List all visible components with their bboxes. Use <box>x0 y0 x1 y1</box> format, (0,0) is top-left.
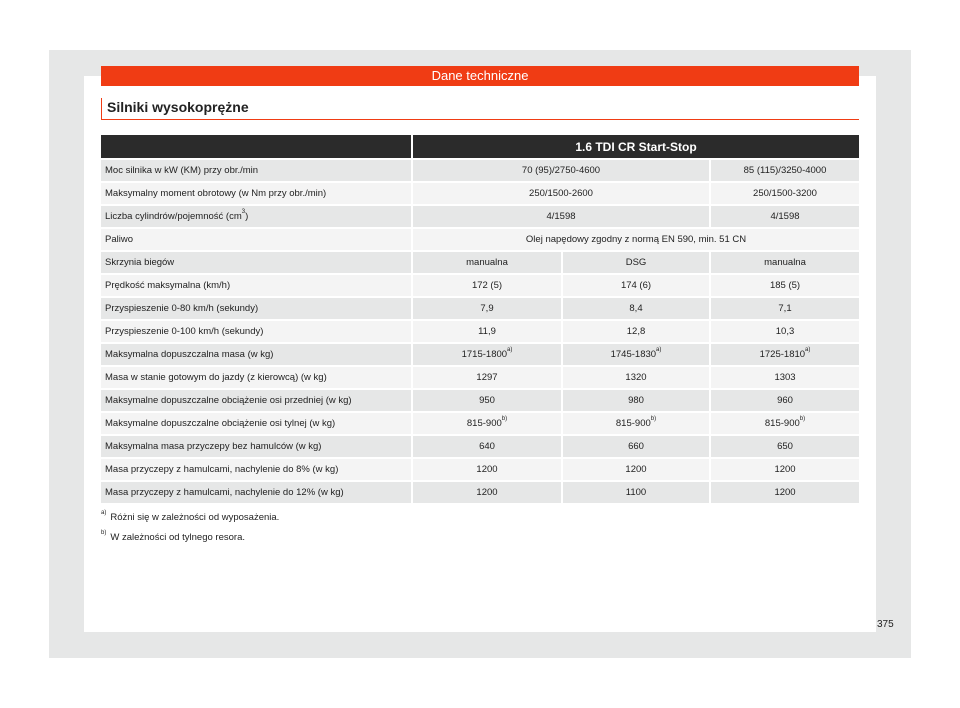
value-text: 8,4 <box>629 303 643 314</box>
row-label <box>101 482 411 503</box>
value-cell <box>561 275 709 296</box>
section-accent-line <box>101 98 102 119</box>
row-label <box>101 298 411 319</box>
value-text: DSG <box>625 257 647 268</box>
footnote-marker: a) <box>805 347 811 353</box>
value-cell <box>411 413 561 434</box>
footnote-marker: b) <box>799 416 806 422</box>
row-label-text: Przyspieszenie 0-80 km/h (sekundy) <box>105 303 259 314</box>
row-label-text: Maksymalny moment obrotowy (w Nm przy obr./min) <box>105 188 327 199</box>
value-text: 1320 <box>625 372 647 383</box>
value-cell <box>411 275 561 296</box>
table-row <box>101 459 859 480</box>
chapter-header: Dane techniczne <box>101 66 859 86</box>
value-cell <box>411 298 561 319</box>
table-row <box>101 275 859 296</box>
table-row <box>101 436 859 457</box>
value-text: 4/1598 <box>770 211 800 222</box>
row-label-text: Paliwo <box>105 234 133 245</box>
engine-header: 1.6 TDI CR Start-Stop <box>411 135 859 158</box>
value-text: 1200 <box>476 464 498 475</box>
row-label-text: Masa przyczepy z hamulcami, nachylenie do 12% (w kg) <box>105 487 344 498</box>
footnote-mark: b) <box>101 530 107 536</box>
value-cell <box>709 413 859 434</box>
page-number: 375 <box>877 619 894 630</box>
value-text: 12,8 <box>626 326 646 337</box>
row-label-text: Masa w stanie gotowym do jazdy (z kierowcą) (w kg) <box>105 372 327 383</box>
value-cell <box>709 436 859 457</box>
table-row <box>101 390 859 411</box>
row-label-text: Moc silnika w kW (KM) przy obr./min <box>105 165 259 176</box>
value-text: 1200 <box>625 464 647 475</box>
row-label <box>101 344 411 365</box>
value-cell <box>709 482 859 503</box>
section-title: Silniki wysokoprężne <box>107 99 249 115</box>
table-row <box>101 183 859 204</box>
value-text: 250/1500-2600 <box>529 188 593 199</box>
value-cell <box>709 390 859 411</box>
table-header-row <box>101 135 859 158</box>
value-cell <box>709 321 859 342</box>
value-cell <box>561 252 709 273</box>
row-label <box>101 252 411 273</box>
value-cell <box>411 206 709 227</box>
table-row <box>101 344 859 365</box>
table-row <box>101 367 859 388</box>
row-label-text: Maksymalne dopuszczalne obciążenie osi tylnej (w kg) <box>105 418 336 429</box>
table-row <box>101 321 859 342</box>
value-cell <box>561 482 709 503</box>
row-label-text: Maksymalne dopuszczalne obciążenie osi przedniej (w kg) <box>105 395 352 406</box>
row-label <box>101 390 411 411</box>
section-divider <box>101 119 859 120</box>
value-cell <box>561 436 709 457</box>
table-header-blank <box>101 135 411 158</box>
value-text: 1745-1830 <box>610 349 657 360</box>
value-text: 174 (6) <box>620 280 652 291</box>
value-text: 1725-1810 <box>759 349 806 360</box>
value-cell <box>411 459 561 480</box>
value-text: 1200 <box>774 487 796 498</box>
value-text: 650 <box>777 441 793 452</box>
value-text: 172 (5) <box>471 280 503 291</box>
value-cell <box>411 390 561 411</box>
table-body <box>101 160 859 503</box>
value-cell <box>411 229 859 250</box>
footnote-text: W zależności od tylnego resora. <box>110 532 245 543</box>
footnote <box>101 532 245 543</box>
row-label <box>101 321 411 342</box>
value-cell <box>709 183 859 204</box>
value-text: 10,3 <box>775 326 795 337</box>
value-cell <box>411 482 561 503</box>
row-label <box>101 229 411 250</box>
table-row <box>101 252 859 273</box>
table-row <box>101 206 859 227</box>
footnote-marker: a) <box>656 347 662 353</box>
value-cell <box>411 183 709 204</box>
value-text: 7,9 <box>480 303 494 314</box>
value-text: 1715-1800 <box>461 349 508 360</box>
value-text: 640 <box>479 441 495 452</box>
value-cell <box>411 436 561 457</box>
row-label-text: Masa przyczepy z hamulcami, nachylenie do 8% (w kg) <box>105 464 339 475</box>
row-label <box>101 459 411 480</box>
table-row <box>101 298 859 319</box>
footnote <box>101 512 279 523</box>
value-cell <box>411 252 561 273</box>
value-text: 815-900 <box>615 418 651 429</box>
footnote-mark: a) <box>101 510 107 516</box>
value-cell <box>709 160 859 181</box>
value-cell <box>561 367 709 388</box>
value-text: 950 <box>479 395 495 406</box>
value-cell <box>709 206 859 227</box>
row-label <box>101 183 411 204</box>
value-text: 1200 <box>774 464 796 475</box>
table-row <box>101 229 859 250</box>
row-label <box>101 367 411 388</box>
row-label-text: Skrzynia biegów <box>105 257 175 268</box>
value-text: 11,9 <box>478 326 496 337</box>
row-label-text: Liczba cylindrów/pojemność (cm <box>105 211 242 222</box>
value-text: 960 <box>777 395 793 406</box>
value-text: Olej napędowy zgodny z normą EN 590, min. 51 CN <box>525 234 747 245</box>
footnote-marker: b) <box>501 416 508 422</box>
value-text: manualna <box>764 257 806 268</box>
footnote-text: Różni się w zależności od wyposażenia. <box>110 512 280 523</box>
value-text: 815-900 <box>764 418 800 429</box>
row-label-text: Przyspieszenie 0-100 km/h (sekundy) <box>105 326 264 337</box>
value-cell <box>411 321 561 342</box>
value-cell <box>561 459 709 480</box>
value-text: 980 <box>628 395 644 406</box>
value-text: 250/1500-3200 <box>753 188 817 199</box>
value-cell <box>709 298 859 319</box>
unit-superscript: 3 <box>241 209 246 215</box>
row-label-tail: ) <box>245 211 249 222</box>
value-text: 1200 <box>476 487 498 498</box>
row-label <box>101 275 411 296</box>
table-row <box>101 160 859 181</box>
value-cell <box>561 298 709 319</box>
row-label <box>101 160 411 181</box>
table-row <box>101 413 859 434</box>
value-text: 815-900 <box>466 418 502 429</box>
row-label <box>101 413 411 434</box>
value-cell <box>561 321 709 342</box>
value-text: 660 <box>628 441 644 452</box>
value-text: 1303 <box>774 372 796 383</box>
footnote-marker: b) <box>650 416 657 422</box>
value-text: 4/1598 <box>546 211 576 222</box>
value-cell <box>411 367 561 388</box>
value-text: 7,1 <box>778 303 792 314</box>
value-cell <box>709 344 859 365</box>
value-cell <box>561 390 709 411</box>
row-label <box>101 436 411 457</box>
technical-data-table <box>101 133 859 505</box>
value-text: manualna <box>466 257 508 268</box>
value-cell <box>709 275 859 296</box>
value-cell <box>709 252 859 273</box>
value-text: 70 (95)/2750-4600 <box>521 165 601 176</box>
value-cell <box>411 160 709 181</box>
value-cell <box>709 459 859 480</box>
footnote-marker: a) <box>507 347 513 353</box>
value-cell <box>709 367 859 388</box>
row-label-text: Maksymalna dopuszczalna masa (w kg) <box>105 349 274 360</box>
value-text: 185 (5) <box>769 280 801 291</box>
value-cell <box>561 344 709 365</box>
value-text: 1297 <box>476 372 498 383</box>
row-label-text: Maksymalna masa przyczepy bez hamulców (w kg) <box>105 441 322 452</box>
value-cell <box>411 344 561 365</box>
value-text: 85 (115)/3250-4000 <box>743 165 827 176</box>
table-row <box>101 482 859 503</box>
value-cell <box>561 413 709 434</box>
row-label <box>101 206 411 227</box>
row-label-text: Prędkość maksymalna (km/h) <box>105 280 231 291</box>
value-text: 1100 <box>625 487 647 498</box>
